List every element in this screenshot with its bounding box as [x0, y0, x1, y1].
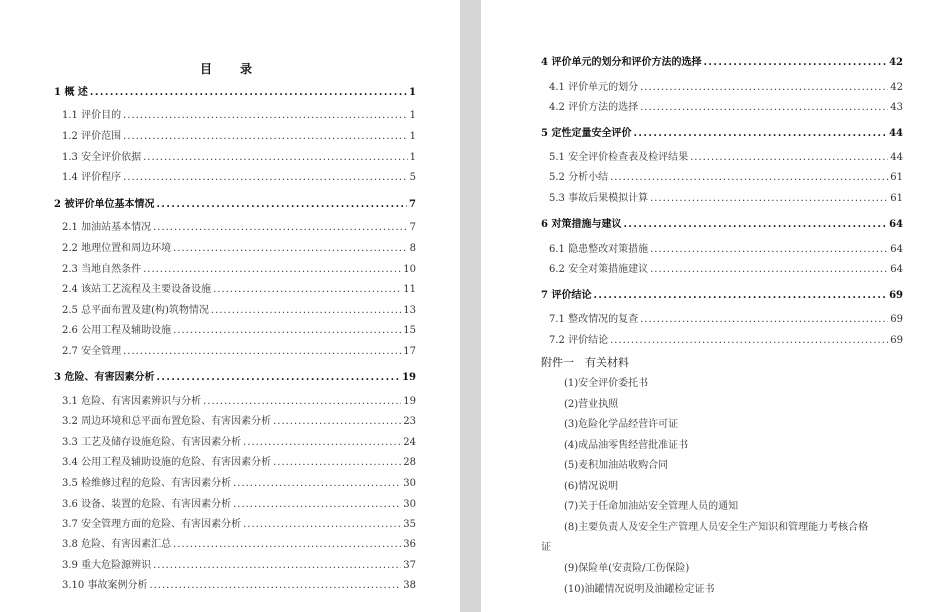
toc-entry-title: 3.5 检维修过程的危险、有害因素分析 [62, 478, 232, 489]
dot-leader [233, 476, 401, 492]
dot-leader [123, 108, 408, 124]
dot-leader [650, 242, 888, 258]
left-page [0, 0, 460, 612]
toc-section-entry[interactable] [549, 150, 903, 166]
toc-section-entry[interactable] [62, 170, 416, 186]
toc-entry-title: 1.4 评价程序 [62, 172, 122, 183]
dot-leader [156, 197, 407, 213]
toc-page-number: 1 [409, 131, 416, 142]
toc-section-entry[interactable] [549, 312, 903, 328]
toc-entry-title: 1.1 评价目的 [62, 110, 122, 121]
toc-page-number: 38 [403, 580, 416, 591]
toc-page-number: 69 [890, 314, 903, 325]
toc-entry-title: 2.3 当地自然条件 [62, 264, 142, 275]
dot-leader [153, 220, 408, 236]
toc-page-number: 15 [403, 325, 416, 336]
toc-page-number: 37 [403, 560, 416, 571]
toc-page-number: 61 [890, 193, 903, 204]
toc-section-entry[interactable] [62, 150, 416, 166]
toc-page-number: 64 [890, 264, 903, 275]
toc-page-number: 69 [889, 290, 903, 301]
toc-section-entry[interactable] [62, 323, 416, 339]
dot-leader [123, 344, 401, 360]
dot-leader [690, 150, 888, 166]
attachment-item: (1)安全评价委托书 [564, 378, 649, 389]
toc-page-number: 30 [403, 499, 416, 510]
toc-entry-title: 4.1 评价单元的划分 [549, 82, 639, 93]
toc-entry-title: 2.1 加油站基本情况 [62, 222, 152, 233]
page-gap [460, 0, 481, 612]
toc-page-number: 8 [409, 243, 416, 254]
dot-leader [173, 323, 401, 339]
toc-entry-title: 2.2 地理位置和周边环境 [62, 243, 172, 254]
dot-leader [173, 241, 408, 257]
attachment-item: (7)关于任命加油站安全管理人员的通知 [564, 501, 739, 512]
toc-section-entry[interactable] [62, 303, 416, 319]
dot-leader [243, 435, 401, 451]
toc-page-number: 7 [409, 199, 416, 210]
toc-entry-title: 2.7 安全管理 [62, 346, 122, 357]
toc-entry-title: 6.1 隐患整改对策措施 [549, 244, 649, 255]
toc-section-entry[interactable] [62, 435, 416, 451]
toc-page-number: 44 [889, 128, 903, 139]
toc-page-number: 28 [403, 457, 416, 468]
toc-entry-title: 3.6 设备、装置的危险、有害因素分析 [62, 499, 232, 510]
dot-leader [156, 370, 400, 386]
toc-page-number: 42 [889, 57, 903, 68]
toc-section-entry[interactable] [62, 414, 416, 430]
toc-chapter-entry[interactable] [541, 217, 903, 233]
toc-entry-title: 3.9 重大危险源辨识 [62, 560, 152, 571]
dot-leader [640, 100, 888, 116]
attachment-item: (4)成品油零售经营批准证书 [564, 440, 689, 451]
dot-leader [149, 578, 401, 594]
toc-page-number: 19 [402, 372, 416, 383]
toc-section-entry[interactable] [62, 129, 416, 145]
toc-entry-title: 5.3 事故后果模拟计算 [549, 193, 649, 204]
dot-leader [203, 394, 401, 410]
toc-page-number: 35 [403, 519, 416, 530]
toc-title: 目 录 [199, 62, 260, 76]
attachment-item: (2)营业执照 [564, 399, 619, 410]
dot-leader [143, 262, 401, 278]
toc-section-entry[interactable] [549, 262, 903, 278]
toc-section-entry[interactable] [62, 476, 416, 492]
toc-entry-title: 5.2 分析小结 [549, 172, 609, 183]
toc-entry-title: 3.1 危险、有害因素辨识与分析 [62, 396, 202, 407]
toc-page-number: 23 [403, 416, 416, 427]
toc-chapter-entry[interactable] [541, 126, 903, 142]
toc-entry-title: 5.1 安全评价检查表及检评结果 [549, 152, 689, 163]
dot-leader [213, 282, 401, 298]
toc-entry-title: 5 定性定量安全评价 [541, 128, 632, 139]
dot-leader [623, 217, 887, 233]
attachment-item: (9)保险单(安责险/工伤保险) [564, 563, 690, 574]
toc-section-entry[interactable] [549, 100, 903, 116]
toc-section-entry[interactable] [549, 191, 903, 207]
toc-page-number: 30 [403, 478, 416, 489]
dot-leader [703, 55, 887, 71]
toc-entry-title: 3.4 公用工程及辅助设施的危险、有害因素分析 [62, 457, 272, 468]
toc-chapter-entry[interactable] [541, 55, 903, 71]
dot-leader [650, 191, 888, 207]
dot-leader [123, 129, 408, 145]
toc-section-entry[interactable] [62, 220, 416, 236]
toc-chapter-entry[interactable] [54, 197, 416, 213]
toc-page-number: 42 [890, 82, 903, 93]
dot-leader [610, 333, 888, 349]
attachment-item: (6)情况说明 [564, 481, 619, 492]
toc-page-number: 24 [403, 437, 416, 448]
toc-entry-title: 2.4 该站工艺流程及主要设备设施 [62, 284, 212, 295]
attachment-item: 证 [541, 542, 551, 553]
toc-entry-title: 2.6 公用工程及辅助设施 [62, 325, 172, 336]
toc-section-entry[interactable] [549, 170, 903, 186]
toc-entry-title: 1.3 安全评价依据 [62, 152, 142, 163]
dot-leader [640, 312, 888, 328]
toc-section-entry[interactable] [62, 344, 416, 360]
toc-page-number: 61 [890, 172, 903, 183]
toc-page-number: 11 [403, 284, 416, 295]
dot-leader [610, 170, 888, 186]
attachment-heading: 附件一 有关材料 [541, 356, 629, 369]
dot-leader [273, 455, 401, 471]
toc-entry-title: 7 评价结论 [541, 290, 592, 301]
toc-section-entry[interactable] [62, 455, 416, 471]
dot-leader [633, 126, 887, 142]
toc-section-entry[interactable] [62, 241, 416, 257]
toc-section-entry[interactable] [62, 394, 416, 410]
toc-chapter-entry[interactable] [54, 370, 416, 386]
toc-section-entry[interactable] [62, 262, 416, 278]
attachment-item: (3)危险化学品经营许可证 [564, 419, 679, 430]
dot-leader [211, 303, 401, 319]
toc-section-entry[interactable] [62, 537, 416, 553]
toc-page-number: 69 [890, 335, 903, 346]
toc-page-number: 13 [403, 305, 416, 316]
attachment-item: (5)麦积加油站收购合同 [564, 460, 669, 471]
toc-entry-title: 3.7 安全管理方面的危险、有害因素分析 [62, 519, 242, 530]
toc-section-entry[interactable] [549, 80, 903, 96]
toc-entry-title: 7.1 整改情况的复查 [549, 314, 639, 325]
toc-page-number: 7 [409, 222, 416, 233]
toc-entry-title: 7.2 评价结论 [549, 335, 609, 346]
dot-leader [233, 497, 401, 513]
toc-section-entry[interactable] [62, 282, 416, 298]
toc-entry-title: 6.2 安全对策措施建议 [549, 264, 649, 275]
toc-page-number: 5 [409, 172, 416, 183]
toc-section-entry[interactable] [549, 242, 903, 258]
toc-entry-title: 1 概 述 [54, 87, 88, 98]
toc-section-entry[interactable] [62, 108, 416, 124]
dot-leader [640, 80, 888, 96]
dot-leader [273, 414, 401, 430]
toc-entry-title: 3 危险、有害因素分析 [54, 372, 155, 383]
toc-entry-title: 3.2 周边环境和总平面布置危险、有害因素分析 [62, 416, 272, 427]
dot-leader [90, 85, 407, 101]
toc-chapter-entry[interactable] [541, 288, 903, 304]
toc-section-entry[interactable] [62, 578, 416, 594]
toc-section-entry[interactable] [62, 517, 416, 533]
attachment-item: (8)主要负责人及安全生产管理人员安全生产知识和管理能力考核合格 [564, 522, 869, 533]
toc-page-number: 1 [409, 152, 416, 163]
dot-leader [123, 170, 408, 186]
right-page [481, 0, 940, 612]
dot-leader [173, 537, 401, 553]
toc-entry-title: 3.8 危险、有害因素汇总 [62, 539, 172, 550]
toc-page-number: 43 [890, 102, 903, 113]
toc-page-number: 17 [403, 346, 416, 357]
toc-entry-title: 1.2 评价范围 [62, 131, 122, 142]
dot-leader [153, 558, 401, 574]
toc-page-number: 64 [890, 244, 903, 255]
dot-leader [593, 288, 887, 304]
toc-page-number: 44 [890, 152, 903, 163]
toc-page-number: 64 [889, 219, 903, 230]
toc-chapter-entry[interactable] [54, 85, 416, 101]
toc-entry-title: 6 对策措施与建议 [541, 219, 622, 230]
toc-entry-title: 2 被评价单位基本情况 [54, 199, 155, 210]
toc-section-entry[interactable] [62, 558, 416, 574]
toc-entry-title: 4.2 评价方法的选择 [549, 102, 639, 113]
toc-page-number: 10 [403, 264, 416, 275]
toc-page-number: 19 [403, 396, 416, 407]
dot-leader [650, 262, 888, 278]
toc-page-number: 36 [403, 539, 416, 550]
toc-page-number: 1 [409, 87, 416, 98]
toc-entry-title: 3.3 工艺及储存设施危险、有害因素分析 [62, 437, 242, 448]
toc-entry-title: 2.5 总平面布置及建(构)筑物情况 [62, 305, 209, 316]
dot-leader [143, 150, 408, 166]
toc-entry-title: 3.10 事故案例分析 [62, 580, 148, 591]
toc-section-entry[interactable] [549, 333, 903, 349]
attachment-item: (10)油罐情况说明及油罐检定证书 [564, 584, 715, 595]
toc-entry-title: 4 评价单元的划分和评价方法的选择 [541, 57, 702, 68]
toc-page-number: 1 [409, 110, 416, 121]
dot-leader [243, 517, 401, 533]
toc-section-entry[interactable] [62, 497, 416, 513]
